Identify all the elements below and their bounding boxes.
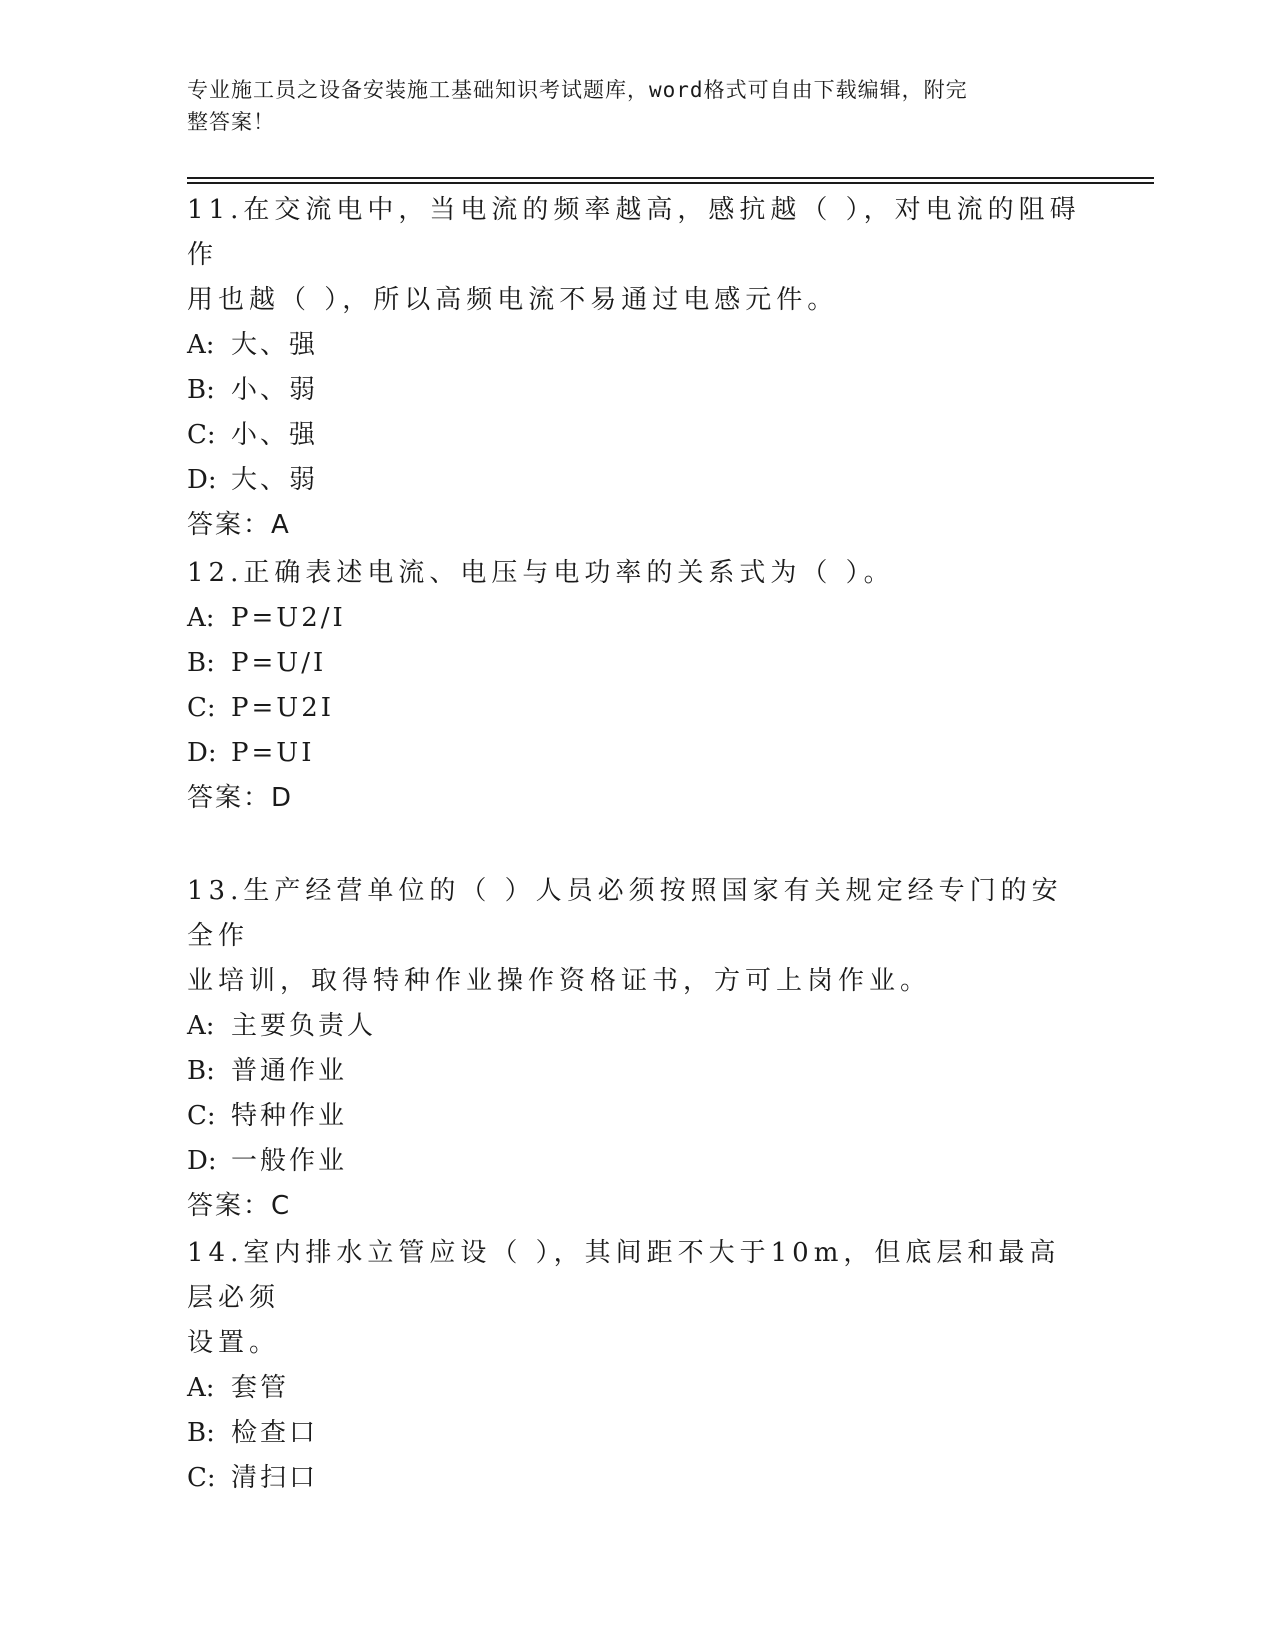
option-key: B: xyxy=(187,648,215,678)
option-c xyxy=(187,686,1087,731)
question-stem-line-2: 用也越（ ），所以高频电流不易通过电感元件。 xyxy=(187,285,839,315)
answer-line: 答案：C xyxy=(187,1191,292,1221)
option-key: B: xyxy=(187,1418,215,1448)
question-14 xyxy=(187,1231,1087,1501)
question-stem xyxy=(187,1231,1087,1366)
question-11 xyxy=(187,188,1087,548)
option-key: D: xyxy=(187,465,217,495)
header-line-2: 整答案！ xyxy=(187,110,275,134)
option-key: D: xyxy=(187,738,217,768)
option-key: B: xyxy=(187,375,215,405)
option-b xyxy=(187,641,1087,686)
option-text: P=U2I xyxy=(231,693,335,723)
header-divider-top xyxy=(187,177,1154,179)
question-13 xyxy=(187,869,1087,1229)
question-stem-line-1: 11.在交流电中，当电流的频率越高，感抗越（ ），对电流的阻碍作 xyxy=(187,195,1081,270)
option-text: 大、弱 xyxy=(231,465,319,495)
option-text: 检查口 xyxy=(231,1418,319,1448)
option-a xyxy=(187,1366,1087,1411)
question-stem xyxy=(187,551,1087,596)
option-b xyxy=(187,1049,1087,1094)
option-text: 特种作业 xyxy=(231,1101,348,1131)
option-b xyxy=(187,1411,1087,1456)
option-a xyxy=(187,323,1087,368)
option-c xyxy=(187,1094,1087,1139)
option-c xyxy=(187,1456,1087,1501)
option-text: P=UI xyxy=(231,738,315,768)
document-header xyxy=(187,74,1067,138)
option-key: A: xyxy=(187,330,215,360)
option-c xyxy=(187,413,1087,458)
question-stem-line-1: 12.正确表述电流、电压与电功率的关系式为（ ）。 xyxy=(187,558,895,588)
option-text: P=U2/I xyxy=(231,603,346,633)
question-stem-line-1: 14.室内排水立管应设（ ），其间距不大于10m，但底层和最高层必须 xyxy=(187,1238,1061,1313)
question-stem xyxy=(187,869,1087,1004)
question-stem-line-1: 13.生产经营单位的（ ）人员必须按照国家有关规定经专门的安全作 xyxy=(187,876,1063,951)
option-text: 小、弱 xyxy=(231,375,319,405)
question-stem-line-2: 业培训，取得特种作业操作资格证书，方可上岗作业。 xyxy=(187,966,932,996)
option-text: 套管 xyxy=(231,1373,290,1403)
option-text: 小、强 xyxy=(231,420,319,450)
option-a xyxy=(187,1004,1087,1049)
option-key: A: xyxy=(187,1011,215,1041)
option-key: C: xyxy=(187,1463,216,1493)
option-key: D: xyxy=(187,1146,217,1176)
option-key: C: xyxy=(187,693,216,723)
option-key: A: xyxy=(187,603,215,633)
option-text: P=U/I xyxy=(231,648,327,678)
option-text: 一般作业 xyxy=(231,1146,348,1176)
option-text: 清扫口 xyxy=(231,1463,319,1493)
option-text: 普通作业 xyxy=(231,1056,348,1086)
option-d xyxy=(187,731,1087,776)
option-d xyxy=(187,1139,1087,1184)
option-key: C: xyxy=(187,1101,216,1131)
option-a xyxy=(187,596,1087,641)
option-b xyxy=(187,368,1087,413)
answer-line: 答案：A xyxy=(187,510,291,540)
answer-line: 答案：D xyxy=(187,783,294,813)
question-stem-line-2: 设置。 xyxy=(187,1328,281,1358)
question-stem xyxy=(187,188,1087,323)
option-key: B: xyxy=(187,1056,215,1086)
question-12 xyxy=(187,551,1087,821)
option-d xyxy=(187,458,1087,503)
header-divider-bottom xyxy=(187,182,1154,184)
option-key: A: xyxy=(187,1373,215,1403)
option-text: 主要负责人 xyxy=(231,1011,377,1041)
header-line-1: 专业施工员之设备安装施工基础知识考试题库，word格式可自由下载编辑，附完 xyxy=(187,78,968,102)
option-text: 大、强 xyxy=(231,330,319,360)
option-key: C: xyxy=(187,420,216,450)
